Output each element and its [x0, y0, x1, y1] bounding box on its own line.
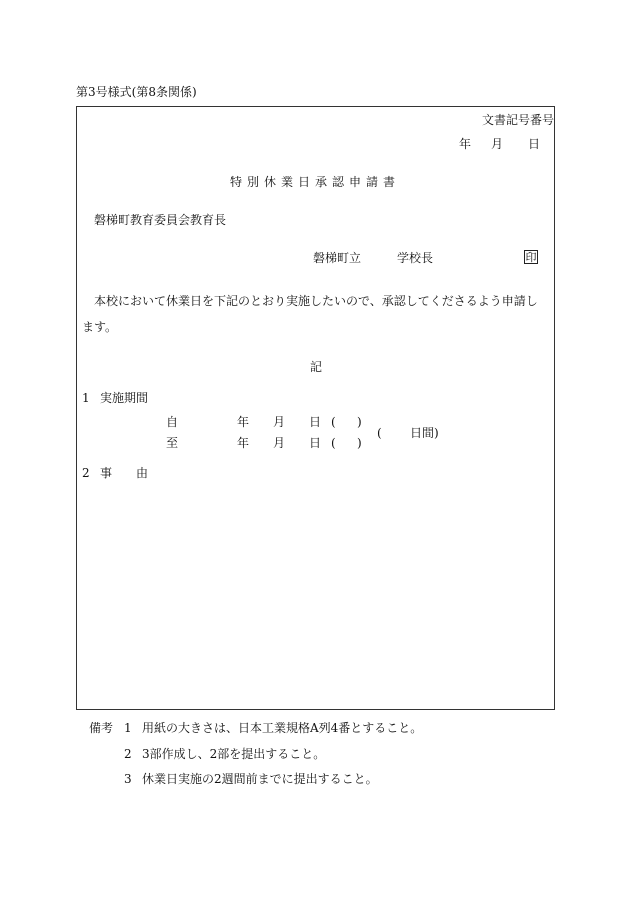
- doc-number-label: 文書記号番号: [482, 113, 555, 127]
- total-days-label: 日間): [410, 426, 439, 440]
- to-paren-close: ): [357, 436, 362, 450]
- item1-number: 1: [82, 391, 90, 405]
- application-form-frame: [76, 106, 555, 710]
- period-from-label: 自: [166, 415, 179, 429]
- request-body: 本校において休業日を下記のとおり実施したいので、承認してくださるよう申請します。: [82, 294, 538, 334]
- date-year: 年: [459, 137, 472, 151]
- note-2-text: 3部作成し、2部を提出すること。: [142, 747, 326, 761]
- sender-principal: 学校長: [397, 251, 434, 265]
- from-year: 年: [237, 415, 250, 429]
- item2-label: 事 由: [100, 466, 149, 480]
- to-year: 年: [237, 436, 250, 450]
- addressee: 磐梯町教育委員会教育長: [94, 213, 227, 227]
- from-day: 日: [309, 415, 322, 429]
- to-paren-open: (: [331, 436, 336, 450]
- notes-heading: 備考: [89, 721, 114, 735]
- total-days-paren-open: (: [377, 426, 382, 440]
- seal-mark: 印: [525, 251, 537, 264]
- to-day: 日: [309, 436, 322, 450]
- note-1-number: 1: [124, 721, 132, 735]
- date-month: 月: [491, 137, 504, 151]
- note-3-number: 3: [124, 772, 132, 786]
- date-day: 日: [528, 137, 541, 151]
- note-2-number: 2: [124, 747, 132, 761]
- from-month: 月: [273, 415, 286, 429]
- from-paren-close: ): [357, 415, 362, 429]
- period-to-label: 至: [166, 436, 179, 450]
- item1-label: 実施期間: [100, 391, 149, 405]
- note-3-text: 休業日実施の2週間前までに提出すること。: [142, 772, 378, 786]
- note-1-text: 用紙の大きさは、日本工業規格A列4番とすること。: [142, 721, 423, 735]
- document-title: 特別休業日承認申請書: [229, 175, 400, 189]
- sender-town-school: 磐梯町立: [313, 251, 362, 265]
- ki-heading: 記: [310, 360, 323, 374]
- form-label: 第3号様式(第8条関係): [76, 85, 197, 99]
- from-paren-open: (: [331, 415, 336, 429]
- item2-number: 2: [82, 466, 90, 480]
- to-month: 月: [273, 436, 286, 450]
